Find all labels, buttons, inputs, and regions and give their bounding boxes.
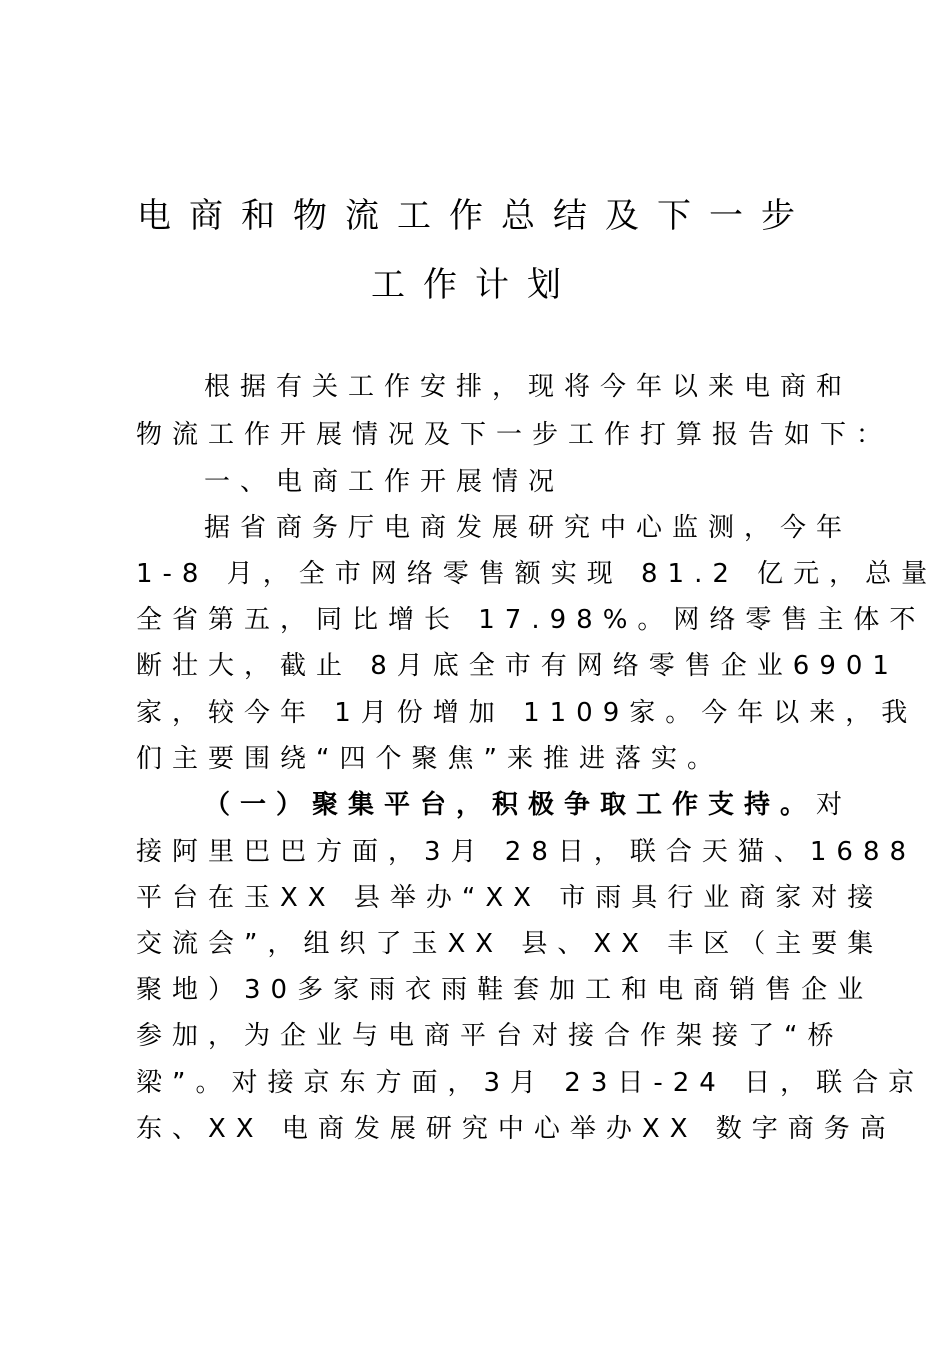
section-heading-ecommerce: 一、电商工作开展情况 [204, 467, 565, 497]
paragraph-line: 据省商务厅电商发展研究中心监测，今年 [204, 513, 853, 543]
paragraph-line: 交流会”，组织了玉XX 县、XX 丰区（主要集 [136, 929, 884, 959]
subsection-line [204, 790, 853, 820]
document-title-line-2: 工作计划 [371, 265, 579, 305]
paragraph-line: 全省第五，同比增长 17.98%。网络零售主体不 [136, 605, 926, 635]
subsection-text-start: 对 [816, 790, 853, 820]
intro-line-1: 根据有关工作安排，现将今年以来电商和 [204, 372, 853, 402]
paragraph-line: 东、XX 电商发展研究中心举办XX 数字商务高 [136, 1114, 896, 1144]
paragraph-line: 接阿里巴巴方面，3月 28日，联合天猫、1688 [136, 837, 917, 867]
paragraph-line: 参加，为企业与电商平台对接合作架接了“桥 [136, 1021, 844, 1051]
paragraph-line: 们主要围绕“四个聚焦”来推进落实。 [136, 744, 723, 774]
document-title-line-1: 电商和物流工作总结及下一步 [137, 196, 813, 236]
intro-line-2: 物流工作开展情况及下一步工作打算报告如下： [136, 420, 893, 450]
subsection-heading-platforms: （一）聚集平台，积极争取工作支持。 [204, 790, 817, 820]
paragraph-line: 平台在玉XX 县举办“XX 市雨具行业商家对接 [136, 883, 884, 913]
paragraph-line: 聚地）30多家雨衣雨鞋套加工和电商销售企业 [136, 975, 874, 1005]
paragraph-line: 梁”。对接京东方面，3月 23日-24 日，联合京 [136, 1068, 925, 1098]
paragraph-line: 家，较今年 1月份增加 1109家。今年以来，我 [136, 698, 918, 728]
paragraph-line: 1-8 月，全市网络零售额实现 81.2 亿元，总量 [136, 559, 938, 589]
paragraph-line: 断壮大，截止 8月底全市有网络零售企业6901 [136, 651, 899, 681]
